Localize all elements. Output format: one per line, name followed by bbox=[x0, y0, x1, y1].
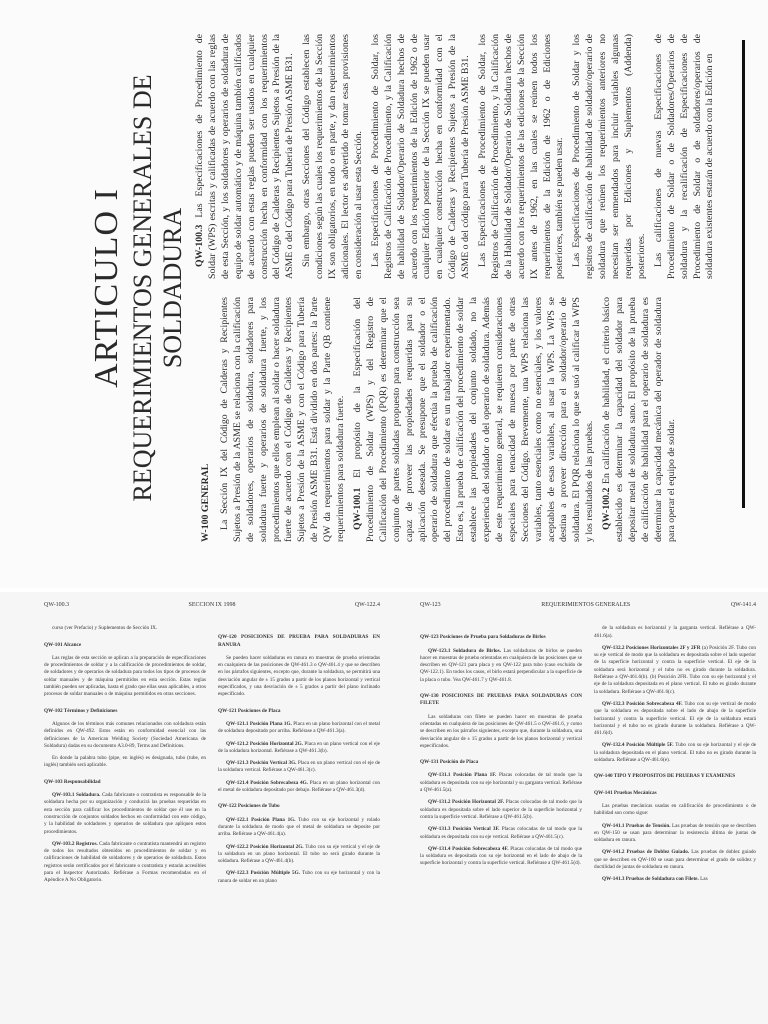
body-paragraph: Las Especificaciones de Procedimiento de Soldar, los Registros de Calificación de Procedimiento, y la Calificación de habilidad de Soldador/Operario de Soldadura hechos de acuerdo con los requerimientos de la Edición de 1962 o de cualquier Edición posterior de la Sección IX se pueden usar en cualquier construcción hecha en conformidad con el Código de Calderas y Recipientes Sujetos a Presión de la ASME o del código para Tubería de Presión ASME B31. bbox=[369, 34, 472, 279]
body-paragraph: QW-103.2 Registros. Cada fabricante o contratista mantendrá un registro de todos los resultados obtenidos en procedimientos de soldar y en calificaciones de habilidad de soldadores y de operarios de soldadura. Estos registros serán certificados por el fabricante o contratista y estarán accesibles para el Inspector Autorizado. Refiérase a Formas recomendadas en el Apéndice A No Obligatorio. bbox=[44, 840, 206, 884]
body-paragraph: de la soldadura es horizontal y la garganta vertical. Refiérase a QW-461.6(a). bbox=[594, 625, 756, 639]
section-heading: QW-131 Posición de Placa bbox=[420, 759, 479, 766]
clause-code: QW-131.4 Posición Sobrecabeza 4F. bbox=[428, 845, 511, 852]
article-column-2 bbox=[194, 34, 721, 279]
left-page-columns bbox=[44, 625, 380, 890]
clause-code: QW-121.1 Posición Plana 1G. bbox=[226, 720, 294, 727]
two-page-spread bbox=[0, 592, 768, 1024]
section-heading: QW-123 Posiciones de Prueba para Soldaduras de Birlos bbox=[420, 634, 546, 641]
body-paragraph: Las Especificaciones de Procedimiento de Soldar, los Registros de Calificación de Procedimiento, y la Calificación de la Habilidad de Soldador/Operario de Soldadura hechos de acuerdo con los requerimientos de las ediciones de la Sección IX antes de 1962, en las cuales se reúnen todos los requerimientos de la Edición de 1962 o de Ediciones posteriores, también se pueden usar. bbox=[477, 34, 566, 279]
body-paragraph: QW-131.4 Posición Sobrecabeza 4F. Placas colocadas de tal modo que la soldadura es depositada con su eje horizontal en el lado de abajo de la superficie horizontal y contra la superficie vertical. Refiérase a QW-461.5(d). bbox=[420, 845, 583, 867]
section-heading: QW-141 Pruebas Mecánicas bbox=[594, 789, 657, 796]
page-column-2 bbox=[594, 625, 756, 888]
body-paragraph: La Sección IX del Código de Calderas y Recipientes Sujetos a Presión de la ASME se relaciona con la calificación de soldadores, operarios de soldadura, soldadores para soldadura fuerte y operarios de soldadura fuerte, y los procedimientos que ellos emplean al soldar o hacer soldadura fuerte de acuerdo con el Código de Calderas y Recipientes Sujetos a Presión de la ASME y con el Código para Tubería de Presión ASME B31. Está dividido en dos partes: la Parte QW da requerimientos para soldar y la Parte QB contiene requerimientos para soldadura fuerte. bbox=[218, 297, 347, 542]
article-column-1 bbox=[194, 297, 721, 542]
clause-code: QW-131.2 Posición Horizontal 2F. bbox=[428, 799, 506, 806]
right-page-header bbox=[420, 592, 756, 609]
body-paragraph: QW-132.3 Posición Sobrecabeza 4F. Tubo con su eje vertical de modo que la soldadura es depositada sobre el lado de abajo de la superficie horizontal y contra la superficie vertical. El eje de la soldadura estará horizontal y el tubo no es girado durante la soldadura. Refiérase a QW-461.6(d). bbox=[594, 700, 756, 737]
clause-code: QW-100.3 bbox=[194, 217, 205, 267]
body-paragraph: QW-121.1 Posición Plana 1G. Placa en un plano horizontal con el metal de soldadura depositado por arriba. Refiérase a QW-461.3(a). bbox=[218, 720, 380, 735]
clause-code: QW-103.2 Registros. bbox=[52, 840, 100, 847]
rotated-page-content bbox=[80, 28, 720, 548]
body-paragraph: QW-122.3 Posición Múltiple 5G. Tubo con su eje horizontal y con la ranura de soldar en un plano bbox=[218, 870, 380, 884]
clause-code: QW-132.4 Posición Múltiple 5F. bbox=[602, 742, 676, 749]
clause-code: QW-103.1 Soldadura. bbox=[52, 792, 102, 799]
clause-code: QW-122.3 Posición Múltiple 5G. bbox=[226, 870, 302, 877]
section-heading: QW-101 Alcance bbox=[44, 641, 82, 648]
body-paragraph: QW-100.2 En calificación de habilidad, el criterio básico establecido es determinar la capacidad del soldador para depositar metal de soldadura sano. El propósito de la prueba de calificación de habilidad para el operario de soldadura es determinar la capacidad mecánica del operador de soldadura para operar el equipo de soldar. bbox=[601, 297, 677, 542]
body-paragraph: Sin embargo, otras Secciones del Código establecen las condiciones según las cuales los requerimientos de la Sección IX son obligatorios, en todo o en parte, y dan requerimientos adicionales. El lector es advertido de tomar esas provisiones en consideración al usar esta Sección. bbox=[301, 34, 364, 279]
body-paragraph: Las pruebas mecánicas usadas en calificación de procedimiento o de habilidad son como sigue: bbox=[594, 802, 756, 817]
body-paragraph: QW-122.2 Posición Horizontal 2G. Tubo con su eje vertical y el eje de la soldadura en un plano horizontal. El tubo no será girado durante la soldadura. Refiérase a QW-461.4(b). bbox=[218, 843, 381, 865]
page-column-1 bbox=[44, 625, 206, 890]
section-heading: QW-121 Posiciones de Placa bbox=[218, 707, 281, 714]
body-paragraph: En donde la palabra tubo (pipe, en inglés) es designada, tubo (tube, en inglés) también será aplicable. bbox=[44, 755, 206, 769]
body-paragraph: QW-100.3 Las Especificaciones de Procedimiento de Soldar (WPS) escritas y calificadas de acuerdo con las reglas de esta Sección, y los soldadores y operarios de soldadura de equipo de soldar automático y de máquina también calificados de acuerdo con estas reglas pueden ser usados en cualquier construcción hecha en conformidad con los requerimientos del Código de Calderas y Recipientes Sujetos a Presión de la ASME o del Código para Tubería de Presión ASME B31. bbox=[194, 34, 296, 279]
section-heading: QW-103 Responsabilidad bbox=[44, 778, 101, 785]
body-paragraph: QW-141.1 Pruebas de Tensión. Las pruebas de tensión que se describen en QW-150 se usan para determinar la resistencia última de juntas de soldadura en ranura. bbox=[594, 822, 756, 844]
body-paragraph: QW-121.4 Posición Sobrecabeza 4G. Placa en un plano horizontal con el metal de soldadura depositado por debajo. Refiérase a QW-461.3(d). bbox=[218, 779, 381, 794]
body-paragraph: curso (ver Prefacio) y Suplementos de Sección IX. bbox=[52, 625, 158, 632]
body-paragraph: QW-100.1 El propósito de la Especificación del Procedimiento de Soldar (WPS) y del Registro de Calificación del Procedimiento (PQR) es determinar que el conjunto de partes soldadas propuesto para construcción sea capaz de proveer las propiedades requeridas para su aplicación deseada. Se presupone que el soldador o el operario de soldadura que efectúa la prueba de calificación del procedimiento de soldar es un trabajador experimentado. Esto es, la prueba de calificación del procedimiento de soldar establece las propiedades del conjunto soldado, no la experiencia del soldador o del operario de soldadura. Además de este requerimiento general, se requieren consideraciones especiales para tenacidad de muesca por parte de otras Secciones del Código. Brevemente, una WPS relaciona las variables, tanto esenciales como no esenciales, y los valores aceptables de esas variables, al usar la WPS. La WPS se destina a proveer dirección para el soldador/operario de soldadura. El PQR relaciona lo que se usó al calificar la WPS y los resultados de las pruebas. bbox=[351, 297, 596, 542]
section-heading: QW-122 Posiciones de Tubo bbox=[218, 803, 280, 810]
section-heading: QW-120 POSICIONES DE PRUEBA PARA SOLDADURAS EN RANURA bbox=[218, 634, 380, 648]
body-paragraph: Se pueden hacer soldaduras en ranura en muestras de prueba orientadas en cualquiera de las posiciones de QW-461.3 o QW-461.4 y que se describen en los párrafos siguientes, excepto que, durante la soldadura, se permitirá una desviación angular de ± 15 grados a partir de los planos horizontal y vertical especificados, y una desviación de ± 5 grados a partir del plano inclinado especificado. bbox=[218, 654, 380, 698]
body-paragraph: QW-121.3 Posición Vertical 3G. Placa en un plano vertical con el eje de la soldadura vertical. Refiérase a QW-461.3(c). bbox=[218, 760, 380, 774]
clause-code: QW-123.1 Soldadura de Birlos. bbox=[428, 647, 504, 654]
body-paragraph: QW-132.2 Posiciones Horizontales 2F y 2FR (a) Posición 2F. Tubo con su eje vertical de modo que la soldadura es depositada sobre el lado superior de la superficie horizontal y contra la superficie vertical. El eje de la soldadura será horizontal y el tubo no es girado durante la soldadura. Refiérase a QW-461.6(b). (b) Posición 2FR. Tubo con su eje horizontal y el eje de la soldadura depositada en el plano vertical. El tubo es girado durante la soldadura. Refiérase a QW-461.6(c). bbox=[594, 644, 756, 695]
body-paragraph: QW-123.1 Soldadura de Birlos. Las soldaduras de birlos se pueden hacer en muestras de prueba orientadas en cualquiera de las posiciones que se describen en QW-121 para placa y en QW-122 para tubo (caso excluido de QW-122.1). En todos los casos, el birlo estará perpendicular a la superficie de la placa o tubo. Vea QW-461.7 y QW-461.8. bbox=[420, 647, 582, 683]
body-paragraph: Las reglas de esta sección se aplican a la preparación de especificaciones de procedimientos de soldar y a la calificación de procedimientos de soldar, de soldadores y de operarios de soldadura para todos los tipos de procesos de soldar manuales y de máquina permitidos en esta sección. Estas reglas también pueden ser aplicadas, hasta el grado que ellas sean aplicables, a otros procesos de soldar manuales o de máquina permitidos en otras secciones. bbox=[44, 654, 206, 698]
body-paragraph: QW-141.3 Pruebas de Soldadura con Filete. Las bbox=[602, 876, 708, 883]
body-paragraph: QW-103.1 Soldadura. Cada fabricante o contratista es responsable de la soldadura hecha por su organización y conducirá las pruebas requeridas en esta sección para calificar los procedimientos de soldar que él use en la construcción de conjuntos soldados hechos en conformidad con este código, y la habilidad de soldadores y operarios de soldadura que apliquen estos procedimientos. bbox=[44, 792, 206, 835]
body-paragraph: QW-122.1 Posición Plana 1G. Tubo con su eje horizontal y rolado durante la soldadura de modo que el metal de soldadura se deposite por arriba. Refiérase a QW-461.4(a). bbox=[218, 816, 380, 838]
body-paragraph: QW-131.1 Posición Plana 1F. Placas colocadas de tal modo que la soldadura es depositada con su eje horizontal y su garganta vertical. Refiérase a QW-461.5(a). bbox=[420, 772, 582, 794]
clause-code: QW-141.3 Pruebas de Soldadura con Filete. bbox=[602, 876, 701, 883]
section-heading: QW-102 Términos y Definiciones bbox=[44, 707, 118, 714]
clause-code: QW-122.1 Posición Plana 1G. bbox=[226, 816, 299, 823]
right-page bbox=[420, 592, 756, 1024]
body-paragraph: Algunos de los términos más comunes relacionados con soldadura están definidos en QW-492. Estos están en conformidad esencial con las definiciones de la American Welding Society (Sociedad Americana de Soldadura) dadas en su documento A3.0-89, Terms and Definitions. bbox=[44, 720, 206, 749]
left-header-title: SECCION IX 1998 bbox=[188, 602, 236, 608]
section-heading: QW-140 TIPO Y PROPOSITOS DE PRUEBAS Y EXAMENES bbox=[594, 773, 736, 780]
right-page-columns bbox=[420, 625, 756, 888]
clause-code: QW-121.2 Posición Horizontal 2G. bbox=[226, 740, 305, 747]
section-heading: QW-130 POSICIONES DE PRUEBAS PARA SOLDADURAS CON FILETE bbox=[420, 693, 582, 707]
article-columns bbox=[194, 28, 721, 548]
clause-code: QW-132.3 Posición Sobrecabeza 4F. bbox=[602, 700, 685, 707]
body-paragraph: QW-131.2 Posición Horizontal 2F. Placas colocadas de tal modo que la soldadura es depositada sobre el lado superior de la superficie horizontal y contra la superficie vertical. Refiérase a QW-461.5(b). bbox=[420, 799, 582, 820]
clause-code: QW-141.1 Pruebas de Tensión. bbox=[602, 822, 672, 829]
left-header-code-end: QW-122.4 bbox=[354, 602, 380, 608]
page-column-2 bbox=[218, 625, 380, 890]
page-edge-rule bbox=[742, 40, 745, 508]
article-title: ARTICULO I bbox=[88, 188, 125, 388]
page-column-1 bbox=[420, 625, 582, 888]
right-header-title: REQUERIMIENTOS GENERALES bbox=[541, 602, 631, 608]
clause-code: QW-100.2 bbox=[601, 483, 613, 530]
left-page bbox=[44, 592, 380, 1024]
clause-code: QW-131.3 Posición Vertical 3F. bbox=[428, 826, 502, 833]
body-paragraph: QW-131.3 Posición Vertical 3F. Placas colocadas de tal modo que la soldadura es depositada con su eje vertical. Refiérase a QW-461.5(c). bbox=[420, 826, 582, 840]
clause-code: QW-132.2 Posiciones Horizontales 2F y 2FR bbox=[602, 644, 702, 651]
clause-code: QW-121.3 Posición Vertical 3G. bbox=[226, 760, 298, 767]
body-paragraph: QW-121.2 Posición Horizontal 2G. Placa en un plano vertical con el eje de la soldadura horizontal. Refiérase a QW-461.3(b). bbox=[218, 740, 380, 754]
clause-code: QW-141.2 Pruebas de Doblez Guiado. bbox=[602, 849, 692, 856]
clause-code: QW-131.1 Posición Plana 1F. bbox=[428, 772, 499, 779]
right-header-code-start: QW-123 bbox=[420, 602, 441, 608]
right-header-code-end: QW-141.4 bbox=[730, 602, 756, 608]
article-subtitle: REQUERIMIENTOS GENERALES DE SOLDADURA bbox=[128, 74, 187, 502]
left-header-code-start: QW-100.3 bbox=[44, 602, 70, 608]
body-paragraph: QW-132.4 Posición Múltiple 5F. Tubo con su eje horizontal y el eje de la soldadura depositada en el plano vertical. El tubo no es girado durante la soldadura. Refiérase a QW-461.6(e). bbox=[594, 742, 756, 764]
section-heading: W-100 GENERAL bbox=[200, 463, 211, 542]
body-paragraph: QW-141.2 Pruebas de Doblez Guiado. Las pruebas de doblez guiado que se describen en QW-160 se usan para determinar el grado de solidez y ductilidad de juntas de soldadura en ranura. bbox=[594, 849, 757, 871]
clause-code: QW-121.4 Posición Sobrecabeza 4G. bbox=[226, 779, 310, 786]
clause-code: QW-122.2 Posición Horizontal 2G. bbox=[226, 843, 306, 850]
clause-code: QW-100.1 bbox=[351, 477, 363, 530]
body-paragraph: Las calificaciones de nuevas Especificaciones de Procedimiento de Soldar o de Soldadores/Operarios de soldadura y la recalificación de Especificaciones de Procedimiento de Soldar o de soldadores/operarios de soldadura existentes estarán de acuerdo con la Edición en bbox=[652, 34, 716, 279]
body-paragraph: Las Especificaciones de Procedimiento de Soldar y los registros de calificación de habilidad de soldador/operario de soldadura que reúnen los requerimientos anteriores no necesitan ser enmendados para incluir variables algunas requeridas por Ediciones y Suplementos (Addenda) posteriores. bbox=[571, 34, 647, 279]
body-paragraph: Las soldaduras con filete se pueden hacer en muestras de prueba orientadas en cualquiera de las posiciones de QW-461.5 o QW-461.6, y como se describen en los párrafos siguientes, excepto que, durante la soldadura, una desviación angular de ± 15 grados a partir de los planos horizontal y vertical especificados. bbox=[420, 713, 582, 749]
left-page-header bbox=[44, 592, 380, 609]
